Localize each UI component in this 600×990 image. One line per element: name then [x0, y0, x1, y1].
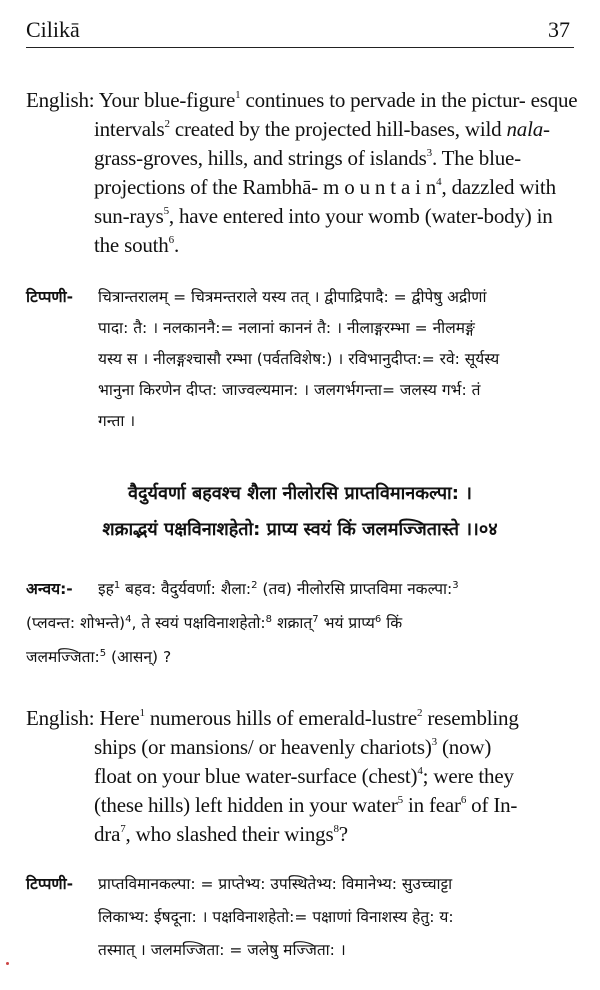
- tippani-label-2: टिप्पणी-: [26, 875, 74, 893]
- tippani-label: टिप्पणी-: [26, 288, 74, 306]
- anvaya-section: अन्वय:- इह$^1$ बहव: वैदुर्यवर्णा: शैला:$^2$ (तव) नीलोरसि प्राप्तविमा नकल्पा:$^3$ (प्लवन्त: शोभन्ते)$^4$, ते स्वयं पक्षविनाशहेतो:$^8$ शक्रात्$^7$ भयं प्राप्य$^6$ किं जलमज्जिता:$^5$ (आसन्) ?: [26, 572, 586, 674]
- verse-line-1: वैदुर्यवर्णा बहवश्च शैला नीलोरसि प्राप्तविमानकल्पा: ।: [127, 483, 472, 504]
- english-label-2: English:: [26, 706, 95, 730]
- tippani-notes-2: टिप्पणी- प्राप्तविमानकल्पा: = प्राप्तेभ्य: उपस्थितेभ्य: विमानेभ्य: सुउच्चाट्टा लिकाभ्य: ईषदूना: । पक्षविनाशहेतो:= पक्षाणां विनाशस्य हेतु: य: तस्मात् । जलमज्जिता: = जलेषु मज्जिता: ।: [26, 868, 586, 967]
- english-label: English:: [26, 88, 95, 112]
- english-translation-2: English: Here$^1$ numerous hills of emerald-lustre$^2$ resembling ships (or mansions/ or heavenly chariots)$^3$ (now) float on your blue water-surface (chest)$^4$; were they (these hills) left hidden in your water$^5$ in fear$^6$ of In- dra$^7$, who slashed their wings$^8$?: [26, 706, 519, 846]
- print-speck: [6, 962, 9, 965]
- running-title: Cilikā: [26, 17, 80, 42]
- english-translation-1: English: Your blue-figure$^1$ continues to pervade in the pictur- esque intervals$^2$ created by the projected hill-bases, wild nala-grass-groves, hills, and strings of islands$^3$. The blue-projections of the Rambhā- m o u n t a i $n^4$, dazzled with sun-rays$^5$, have entered into your womb (water-body) in the south$^6$.: [26, 88, 578, 257]
- sanskrit-verse: [0, 476, 600, 548]
- anvaya-label: अन्वय:-: [26, 580, 73, 598]
- verse-line-2: शक्राद्भयं पक्षविनाशहेतो: प्राप्य स्वयं किं जलमज्जितास्ते ।।०४: [102, 519, 498, 540]
- page-header: [26, 14, 574, 48]
- page-number: 37: [548, 17, 570, 42]
- tippani-notes-1: टिप्पणी- चित्रान्तरालम् = चित्रमन्तराले यस्य तत् । द्वीपाद्रिपादै: = द्वीपेषु अद्रीणां पादा: तै: । नलकाननै:= नलानां काननं तै: । नीलाङ्गरम्भा = नीलमङ्गं यस्य स । नीलङ्गश्चासौ रम्भा (पर्वतविशेष:) । रविभानुदीप्त:= रवे: सूर्यस्य भानुना किरणेन दीप्त: जाज्वल्यमान: । जलगर्भगन्ता= जलस्य गर्भ: तं गन्ता ।: [26, 282, 586, 437]
